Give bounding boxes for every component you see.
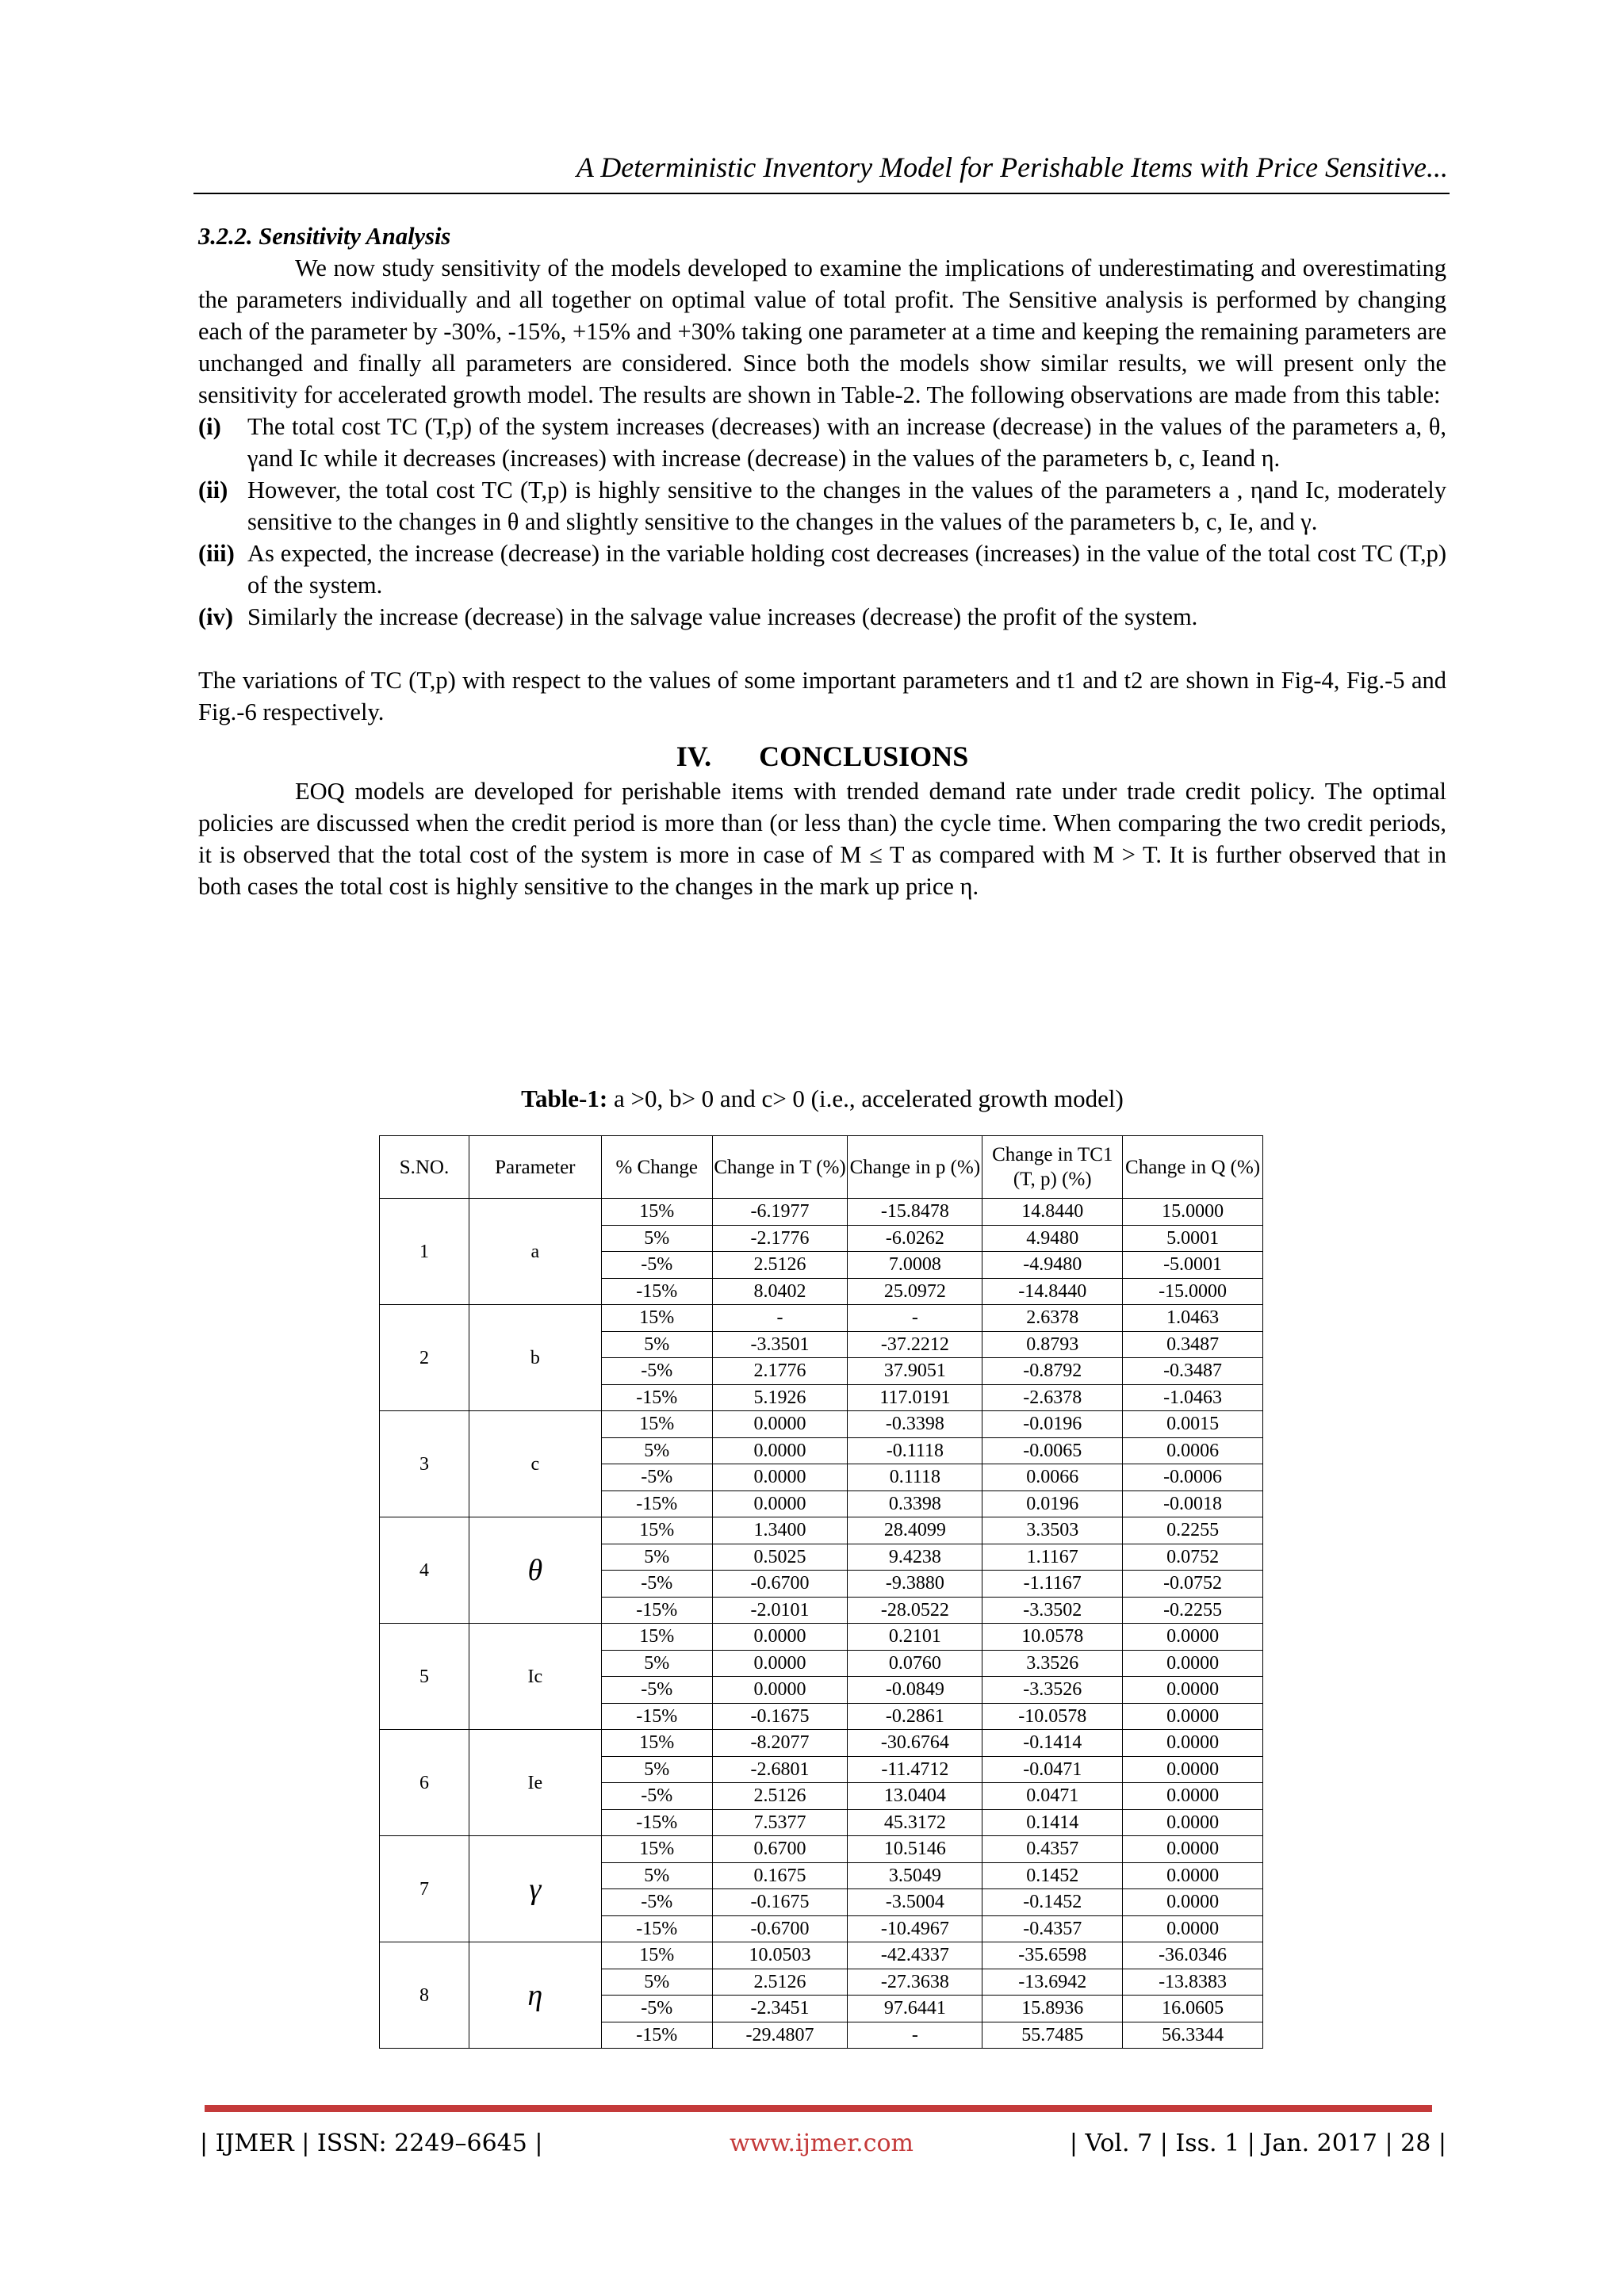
table-cell: 0.0000 — [1123, 1756, 1263, 1783]
table-cell: 97.6441 — [848, 1996, 982, 2022]
table-cell: -5% — [601, 1783, 712, 1810]
table-cell: 0.0000 — [712, 1490, 848, 1517]
table-cell: 0.0752 — [1123, 1544, 1263, 1571]
footer-website-link[interactable]: www.ijmer.com — [730, 2130, 914, 2157]
table-cell: 2.5126 — [712, 1252, 848, 1279]
table-cell: -36.0346 — [1123, 1942, 1263, 1969]
table-cell: -15% — [601, 1490, 712, 1517]
table-cell: 0.5025 — [712, 1544, 848, 1571]
table-cell: 13.0404 — [848, 1783, 982, 1810]
table-cell: -2.1776 — [712, 1225, 848, 1252]
table-row — [380, 1942, 1263, 1969]
table-cell: 0.0000 — [712, 1677, 848, 1704]
table-cell: 16.0605 — [1123, 1996, 1263, 2022]
parameter-cell: b — [469, 1305, 601, 1411]
table-cell: 3.3503 — [982, 1517, 1123, 1544]
table-row — [380, 1305, 1263, 1332]
sno-cell: 8 — [380, 1942, 469, 2049]
table-cell: -29.4807 — [712, 2022, 848, 2049]
table-cell: 0.0000 — [1123, 1915, 1263, 1942]
sno-cell: 5 — [380, 1624, 469, 1730]
parameter-cell: η — [469, 1942, 601, 2049]
table-cell: 1.3400 — [712, 1517, 848, 1544]
table-cell: -37.2212 — [848, 1331, 982, 1358]
table-cell: -0.4357 — [982, 1915, 1123, 1942]
table-cell: 0.0000 — [712, 1624, 848, 1651]
body-text — [198, 220, 1446, 902]
observation-number: (ii) — [198, 476, 228, 503]
table-cell: 1.0463 — [1123, 1305, 1263, 1332]
table-cell: 15% — [601, 1836, 712, 1863]
table-cell: 1.1167 — [982, 1544, 1123, 1571]
table-cell: 15% — [601, 1199, 712, 1226]
table-cell: -0.1675 — [712, 1703, 848, 1730]
table-cell: 0.0000 — [712, 1650, 848, 1677]
table-cell: -5% — [601, 1464, 712, 1491]
conclusions-paragraph: EOQ models are developed for perishable items with trended demand rate under trade credit policy. The optimal policies are discussed when the credit period is more than (or less than) the cycle time. When comparing the two credit periods, it is observed that the total cost of the system is more in case of M ≤ T as compared with M > T. It is further observed that in both cases the total cost is highly sensitive to the changes in the mark up price η. — [198, 778, 1446, 900]
observation-text: As expected, the increase (decrease) in the variable holding cost decreases (increases) in the value of the total cost TC (T,p) of the system. — [247, 540, 1446, 599]
table-cell: -15.8478 — [848, 1199, 982, 1226]
table-cell: -0.1414 — [982, 1730, 1123, 1757]
table-cell: -3.3502 — [982, 1597, 1123, 1624]
observations-list — [198, 411, 1446, 633]
table-cell: 5% — [601, 1225, 712, 1252]
table-caption — [198, 1085, 1446, 1113]
table-caption-text: a >0, b> 0 and c> 0 (i.e., accelerated growth model) — [607, 1085, 1124, 1112]
parameter-cell: a — [469, 1199, 601, 1305]
sno-cell: 6 — [380, 1730, 469, 1836]
table-cell: 5% — [601, 1544, 712, 1571]
table-cell: 0.0000 — [1123, 1730, 1263, 1757]
table-cell: -5% — [601, 1252, 712, 1279]
table-cell: 15% — [601, 1730, 712, 1757]
table-cell: 45.3172 — [848, 1809, 982, 1836]
table-cell: -0.2861 — [848, 1703, 982, 1730]
observation-number: (iv) — [198, 603, 234, 630]
table-cell: -0.0065 — [982, 1437, 1123, 1464]
table-cell: 117.0191 — [848, 1384, 982, 1411]
table-cell: 0.3398 — [848, 1490, 982, 1517]
table-cell: 0.0015 — [1123, 1411, 1263, 1438]
table-cell: -2.6378 — [982, 1384, 1123, 1411]
table-cell: 0.1675 — [712, 1862, 848, 1889]
table-cell: 5% — [601, 1437, 712, 1464]
sno-cell: 7 — [380, 1836, 469, 1942]
table-cell: -2.0101 — [712, 1597, 848, 1624]
parameter-cell: Ie — [469, 1730, 601, 1836]
column-header: Parameter — [469, 1136, 601, 1199]
table-cell: 0.1452 — [982, 1862, 1123, 1889]
table-cell: 0.2255 — [1123, 1517, 1263, 1544]
table-cell: -4.9480 — [982, 1252, 1123, 1279]
table-row — [380, 1517, 1263, 1544]
table-cell: 10.5146 — [848, 1836, 982, 1863]
table-cell: 0.0000 — [1123, 1889, 1263, 1916]
table-cell: -6.1977 — [712, 1199, 848, 1226]
running-header: A Deterministic Inventory Model for Perishable Items with Price Sensitive... — [576, 151, 1448, 183]
table-cell: 0.0000 — [1123, 1703, 1263, 1730]
intro-paragraph: We now study sensitivity of the models developed to examine the implications of underestimating and overestimating the parameters individually and all together on optimal value of total profit. The Sensitive analysis is performed by changing each of the parameter by -30%, -15%, +15% and +30% taking one parameter at a time and keeping the remaining parameters are unchanged and finally all parameters are considered. Since both the models show similar results, we will present only the sensitivity for accelerated growth model. The results are shown in Table-2. The following observations are made from this table: — [198, 254, 1446, 408]
observation-item — [198, 411, 1446, 474]
table-cell: 2.5126 — [712, 1969, 848, 1996]
table-cell: -0.1675 — [712, 1889, 848, 1916]
table-cell: 15% — [601, 1517, 712, 1544]
table-cell: 3.5049 — [848, 1862, 982, 1889]
table-cell: -0.8792 — [982, 1358, 1123, 1385]
header-rule — [193, 193, 1450, 194]
table-cell: -2.3451 — [712, 1996, 848, 2022]
table-cell: -0.3487 — [1123, 1358, 1263, 1385]
table-cell: -15% — [601, 1703, 712, 1730]
table-cell: 0.0000 — [712, 1411, 848, 1438]
footer-journal: | IJMER | ISSN: 2249–6645 | — [200, 2130, 543, 2157]
table-cell: 0.1414 — [982, 1809, 1123, 1836]
table-cell: -0.0849 — [848, 1677, 982, 1704]
table-cell: -5% — [601, 1677, 712, 1704]
conclusions-heading — [198, 740, 1446, 772]
column-header: S.NO. — [380, 1136, 469, 1199]
table-cell: -5% — [601, 1571, 712, 1598]
table-cell: -1.1167 — [982, 1571, 1123, 1598]
table-cell: 0.0760 — [848, 1650, 982, 1677]
variations-paragraph: The variations of TC (T,p) with respect to the values of some important parameters and t1 and t2 are shown in Fig-4, Fig.-5 and Fig.-6 respectively. — [198, 667, 1446, 725]
observation-item — [198, 601, 1446, 633]
table-cell: -8.2077 — [712, 1730, 848, 1757]
table-cell: 9.4238 — [848, 1544, 982, 1571]
table-cell: 0.0000 — [1123, 1809, 1263, 1836]
table-cell: 0.4357 — [982, 1836, 1123, 1863]
table-cell: 0.0000 — [1123, 1624, 1263, 1651]
table-cell: -0.6700 — [712, 1915, 848, 1942]
table-cell: 0.8793 — [982, 1331, 1123, 1358]
conclusions-title: CONCLUSIONS — [759, 740, 969, 772]
table-cell: -5% — [601, 1996, 712, 2022]
table-cell: 56.3344 — [1123, 2022, 1263, 2049]
table-row — [380, 1199, 1263, 1226]
table-cell: - — [848, 1305, 982, 1332]
sno-cell: 2 — [380, 1305, 469, 1411]
conclusions-number: IV. — [676, 740, 712, 772]
sensitivity-table — [379, 1135, 1263, 2049]
table-cell: 4.9480 — [982, 1225, 1123, 1252]
table-row — [380, 1624, 1263, 1651]
observation-text: Similarly the increase (decrease) in the salvage value increases (decrease) the profit of the system. — [247, 603, 1198, 630]
table-cell: 0.0000 — [1123, 1836, 1263, 1863]
table-cell: -15% — [601, 1278, 712, 1305]
table-cell: 37.9051 — [848, 1358, 982, 1385]
parameter-cell: θ — [469, 1517, 601, 1624]
table-cell: -10.4967 — [848, 1915, 982, 1942]
table-cell: 2.5126 — [712, 1783, 848, 1810]
table-cell: 0.0000 — [1123, 1783, 1263, 1810]
table-cell: -0.6700 — [712, 1571, 848, 1598]
table-cell: 15% — [601, 1624, 712, 1651]
table-cell: 5% — [601, 1969, 712, 1996]
table-cell: -11.4712 — [848, 1756, 982, 1783]
table-cell: 0.0000 — [712, 1464, 848, 1491]
table-cell: 0.2101 — [848, 1624, 982, 1651]
parameter-cell: γ — [469, 1836, 601, 1942]
column-header: % Change — [601, 1136, 712, 1199]
table-cell: - — [712, 1305, 848, 1332]
table-cell: 0.0196 — [982, 1490, 1123, 1517]
table-cell: -5.0001 — [1123, 1252, 1263, 1279]
table-caption-label: Table-1: — [521, 1085, 608, 1112]
section-heading: 3.2.2. Sensitivity Analysis — [198, 223, 451, 250]
table-cell: 0.6700 — [712, 1836, 848, 1863]
table-cell: -14.8440 — [982, 1278, 1123, 1305]
table-cell: -10.0578 — [982, 1703, 1123, 1730]
table-cell: -0.0018 — [1123, 1490, 1263, 1517]
table-cell: -1.0463 — [1123, 1384, 1263, 1411]
table-cell: -3.3526 — [982, 1677, 1123, 1704]
table-cell: -42.4337 — [848, 1942, 982, 1969]
table-cell: 0.0471 — [982, 1783, 1123, 1810]
table-cell: 28.4099 — [848, 1517, 982, 1544]
observation-number: (iii) — [198, 540, 235, 567]
table-cell: -0.0006 — [1123, 1464, 1263, 1491]
table-cell: -0.0196 — [982, 1411, 1123, 1438]
table-cell: 5% — [601, 1650, 712, 1677]
table-cell: -0.1452 — [982, 1889, 1123, 1916]
observation-item — [198, 474, 1446, 538]
column-header: Change in T (%) — [712, 1136, 848, 1199]
table-row — [380, 1836, 1263, 1863]
table-cell: 3.3526 — [982, 1650, 1123, 1677]
table-cell: - — [848, 2022, 982, 2049]
table-cell: 7.0008 — [848, 1252, 982, 1279]
table-cell: -0.0752 — [1123, 1571, 1263, 1598]
table-cell: -0.1118 — [848, 1437, 982, 1464]
observation-item — [198, 538, 1446, 601]
table-cell: -13.8383 — [1123, 1969, 1263, 1996]
parameter-cell: Ic — [469, 1624, 601, 1730]
table-cell: 2.6378 — [982, 1305, 1123, 1332]
observation-number: (i) — [198, 413, 221, 440]
table-cell: -15% — [601, 1597, 712, 1624]
column-header: Change in TC1 (T, p) (%) — [982, 1136, 1123, 1199]
table-cell: 15% — [601, 1305, 712, 1332]
table-cell: -15% — [601, 1384, 712, 1411]
table-cell: 0.3487 — [1123, 1331, 1263, 1358]
table-cell: 15.0000 — [1123, 1199, 1263, 1226]
table-cell: -28.0522 — [848, 1597, 982, 1624]
table-cell: -5% — [601, 1358, 712, 1385]
table-cell: 8.0402 — [712, 1278, 848, 1305]
table-cell: 14.8440 — [982, 1199, 1123, 1226]
column-header: Change in p (%) — [848, 1136, 982, 1199]
table-cell: -13.6942 — [982, 1969, 1123, 1996]
table-cell: -3.5004 — [848, 1889, 982, 1916]
table-cell: 2.1776 — [712, 1358, 848, 1385]
table-cell: 5.1926 — [712, 1384, 848, 1411]
table-cell: -30.6764 — [848, 1730, 982, 1757]
table-cell: -2.6801 — [712, 1756, 848, 1783]
table-cell: 0.0000 — [1123, 1862, 1263, 1889]
footer-rule — [205, 2105, 1432, 2112]
table-cell: 0.0000 — [1123, 1650, 1263, 1677]
table-cell: -15% — [601, 1809, 712, 1836]
table-row — [380, 1411, 1263, 1438]
table-cell: 0.0066 — [982, 1464, 1123, 1491]
table-cell: 5% — [601, 1331, 712, 1358]
table-cell: -15% — [601, 2022, 712, 2049]
column-header: Change in Q (%) — [1123, 1136, 1263, 1199]
table-cell: 15% — [601, 1942, 712, 1969]
table-cell: -0.3398 — [848, 1411, 982, 1438]
observation-text: However, the total cost TC (T,p) is highly sensitive to the changes in the values of the parameters a , ηand Ic, moderately sensitive to the changes in θ and slightly sensitive to the changes in the values of the parameters b, c, Ie, and γ. — [247, 476, 1446, 535]
parameter-cell: c — [469, 1411, 601, 1517]
footer-volume: | Vol. 7 | Iss. 1 | Jan. 2017 | 28 | — [1069, 2130, 1446, 2157]
table-cell: -0.0471 — [982, 1756, 1123, 1783]
table-cell: -9.3880 — [848, 1571, 982, 1598]
table-header-row — [380, 1136, 1263, 1199]
table-cell: 15% — [601, 1411, 712, 1438]
table-cell: 0.0000 — [712, 1437, 848, 1464]
table-cell: -35.6598 — [982, 1942, 1123, 1969]
table-cell: 0.1118 — [848, 1464, 982, 1491]
table-cell: 15.8936 — [982, 1996, 1123, 2022]
observation-text: The total cost TC (T,p) of the system increases (decreases) with an increase (decrease) in the values of the parameters a, θ, γand Ic while it decreases (increases) with increase (decrease) in the values of the parameters b, c, Ieand η. — [247, 413, 1446, 472]
table-cell: -15% — [601, 1915, 712, 1942]
table-cell: -3.3501 — [712, 1331, 848, 1358]
table-cell: 0.0000 — [1123, 1677, 1263, 1704]
table-cell: 10.0578 — [982, 1624, 1123, 1651]
table-cell: 55.7485 — [982, 2022, 1123, 2049]
sno-cell: 3 — [380, 1411, 469, 1517]
table-cell: -0.2255 — [1123, 1597, 1263, 1624]
table-cell: -6.0262 — [848, 1225, 982, 1252]
table-cell: 5.0001 — [1123, 1225, 1263, 1252]
table-cell: 5% — [601, 1862, 712, 1889]
table-row — [380, 1730, 1263, 1757]
sno-cell: 1 — [380, 1199, 469, 1305]
table-cell: 25.0972 — [848, 1278, 982, 1305]
table-cell: -5% — [601, 1889, 712, 1916]
table-cell: 0.0006 — [1123, 1437, 1263, 1464]
sno-cell: 4 — [380, 1517, 469, 1624]
table-cell: 5% — [601, 1756, 712, 1783]
table-cell: -27.3638 — [848, 1969, 982, 1996]
table-cell: 7.5377 — [712, 1809, 848, 1836]
table-cell: 10.0503 — [712, 1942, 848, 1969]
table-cell: -15.0000 — [1123, 1278, 1263, 1305]
